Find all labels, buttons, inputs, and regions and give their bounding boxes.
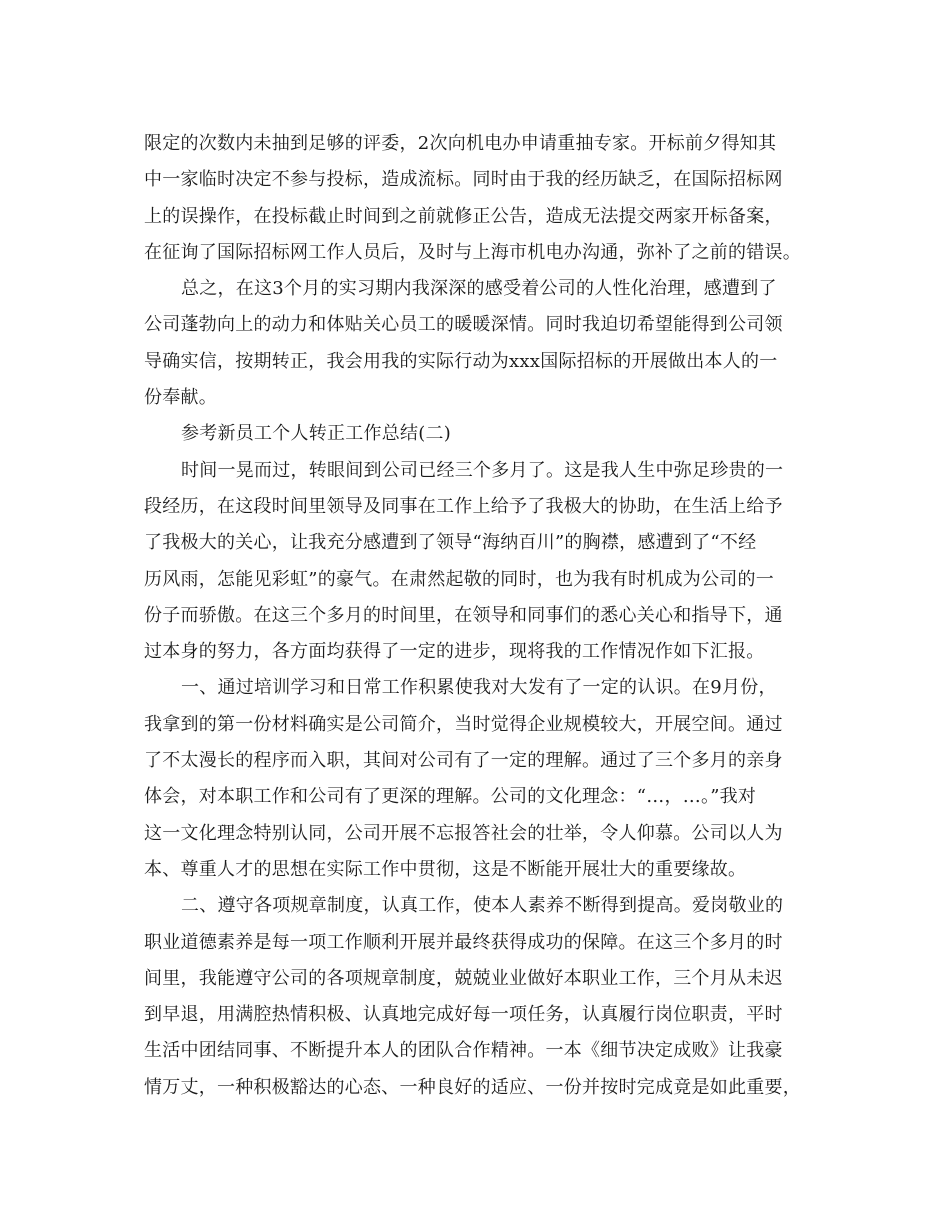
text-line: 这一文化理念特别认同，公司开展不忘报答社会的壮举，令人仰慕。公司以人为 [144,822,783,844]
text-line: 上的误操作，在投标截止时间到之前就修正公告，造成无法提交两家开标备案， [144,205,783,227]
text-line: 一、通过培训学习和日常工作积累使我对大发有了一定的认识。在9月份， [181,677,777,699]
text-line: 本、尊重人才的思想在实际工作中贯彻，这是不断能开展壮大的重要缘故。 [144,858,747,880]
text-line: 导确实信，按期转正，我会用我的实际行动为xxx国际招标的开展做出本人的一 [144,350,778,372]
text-line: 历风雨，怎能见彩虹”的豪气。在肃然起敬的同时，也为我有时机成为公司的一 [144,568,774,590]
text-line: 到早退，用满腔热情积极、认真地完成好每一项任务，认真履行岗位职责，平时 [144,1004,783,1026]
text-line: 总之，在这3个月的实习期内我深深的感受着公司的人性化治理，感遭到了 [181,278,777,300]
text-line: 中一家临时决定不参与投标，造成流标。同时由于我的经历缺乏，在国际招标网 [144,169,783,191]
text-line: 职业道德素养是每一项工作顺利开展并最终获得成功的保障。在这三个多月的时 [144,931,783,953]
text-line: 体会，对本职工作和公司有了更深的理解。公司的文化理念：“…，…。”我对 [144,786,757,808]
text-line: 我拿到的第一份材料确实是公司简介，当时觉得企业规模较大，开展空间。通过 [144,713,783,735]
text-line: 了我极大的关心，让我充分感遭到了领导“海纳百川”的胸襟，感遭到了“不经 [144,532,757,554]
text-line: 过本身的努力，各方面均获得了一定的进步，现将我的工作情况作如下汇报。 [144,641,765,663]
text-line: 生活中团结同事、不断提升本人的团队合作精神。一本《细节决定成败》让我豪 [144,1040,783,1062]
text-line: 段经历，在这段时间里领导及同事在工作上给予了我极大的协助，在生活上给予 [144,495,783,517]
text-line: 间里，我能遵守公司的各项规章制度，兢兢业业做好本职业工作，三个月从未迟 [144,967,783,989]
text-line: 在征询了国际招标网工作人员后，及时与上海市机电办沟通，弥补了之前的错误。 [144,241,801,263]
document-body [144,126,814,1106]
text-line: 了不太漫长的程序而入职，其间对公司有了一定的理解。通过了三个多月的亲身 [144,750,783,772]
text-line: 二、遵守各项规章制度，认真工作，使本人素养不断得到提高。爱岗敬业的 [181,895,784,917]
text-line: 情万丈，一种积极豁达的心态、一种良好的适应、一份并按时完成竟是如此重要， [144,1076,801,1098]
text-line: 参考新员工个人转正工作总结(二) [181,423,452,445]
text-line: 公司蓬勃向上的动力和体贴关心员工的暖暖深情。同时我迫切希望能得到公司领 [144,314,783,336]
text-line: 限定的次数内未抽到足够的评委，2次向机电办申请重抽专家。开标前夕得知其 [144,133,777,154]
text-line: 份子而骄傲。在这三个多月的时间里，在领导和同事们的悉心关心和指导下，通 [144,604,783,626]
text-line: 时间一晃而过，转眼间到公司已经三个多月了。这是我人生中弥足珍贵的一 [181,459,784,481]
text-line: 份奉献。 [144,387,217,409]
